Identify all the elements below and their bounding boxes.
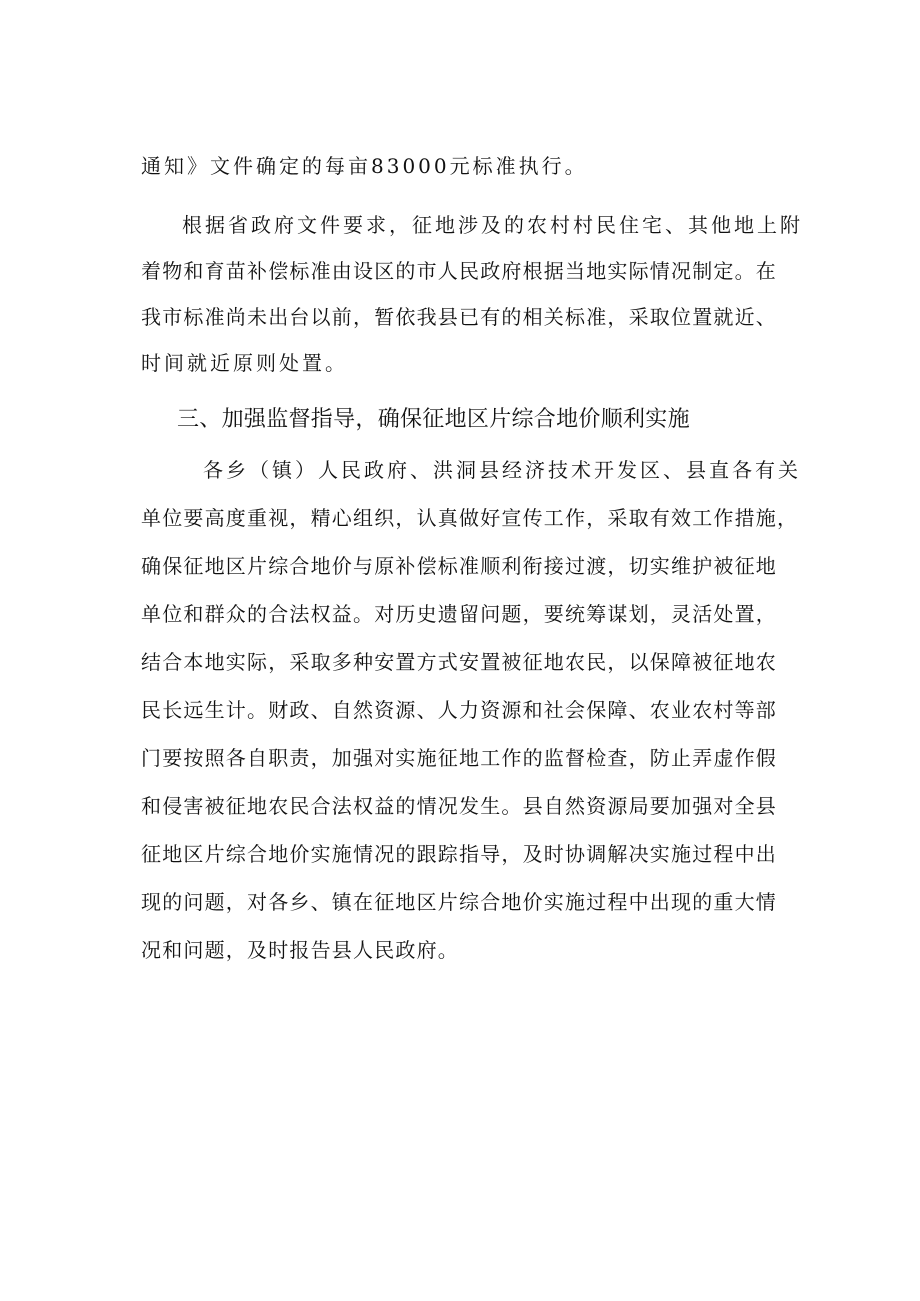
paragraph-2-line-2: 着物和育苗补偿标准由设区的市人民政府根据当地实际情况制定。在: [141, 259, 777, 283]
section-3-line-10: 现的问题，对各乡、镇在征地区片综合地价实施过程中出现的重大情: [141, 890, 777, 914]
paragraph-2-line-4: 时间就近原则处置。: [141, 351, 348, 375]
section-3-line-6: 民长远生计。财政、自然资源、人力资源和社会保障、农业农村等部: [141, 698, 777, 722]
paragraph-2-line-3: 我市标准尚未出台以前，暂依我县已有的相关标准，采取位置就近、: [141, 305, 777, 329]
section-3-line-5: 结合本地实际，采取多种安置方式安置被征地农民，以保障被征地农: [141, 650, 777, 674]
paragraph-2-line-1: 根据省政府文件要求，征地涉及的农村村民住宅、其他地上附: [182, 213, 803, 237]
section-3-line-7: 门要按照各自职责，加强对实施征地工作的监督检查，防止弄虚作假: [141, 746, 777, 770]
section-3-line-3: 确保征地区片综合地价与原补偿标准顺利衔接过渡，切实维护被征地: [141, 554, 777, 578]
section-3-heading: 三、加强监督指导，确保征地区片综合地价顺利实施: [177, 407, 690, 432]
section-3-line-1: 各乡（镇）人民政府、洪洞县经济技术开发区、县直各有关: [203, 458, 801, 482]
section-3-line-11: 况和问题，及时报告县人民政府。: [141, 938, 459, 962]
section-3-line-4: 单位和群众的合法权益。对历史遗留问题，要统筹谋划，灵活处置，: [141, 602, 777, 626]
section-3-line-2: 单位要高度重视，精心组织，认真做好宣传工作，采取有效工作措施，: [141, 506, 799, 530]
section-3-line-8: 和侵害被征地农民合法权益的情况发生。县自然资源局要加强对全县: [141, 794, 777, 818]
intro-paragraph-line-1: 通知》文件确定的每亩83000元标准执行。: [141, 154, 588, 178]
section-3-line-9: 征地区片综合地价实施情况的跟踪指导，及时协调解决实施过程中出: [141, 842, 777, 866]
